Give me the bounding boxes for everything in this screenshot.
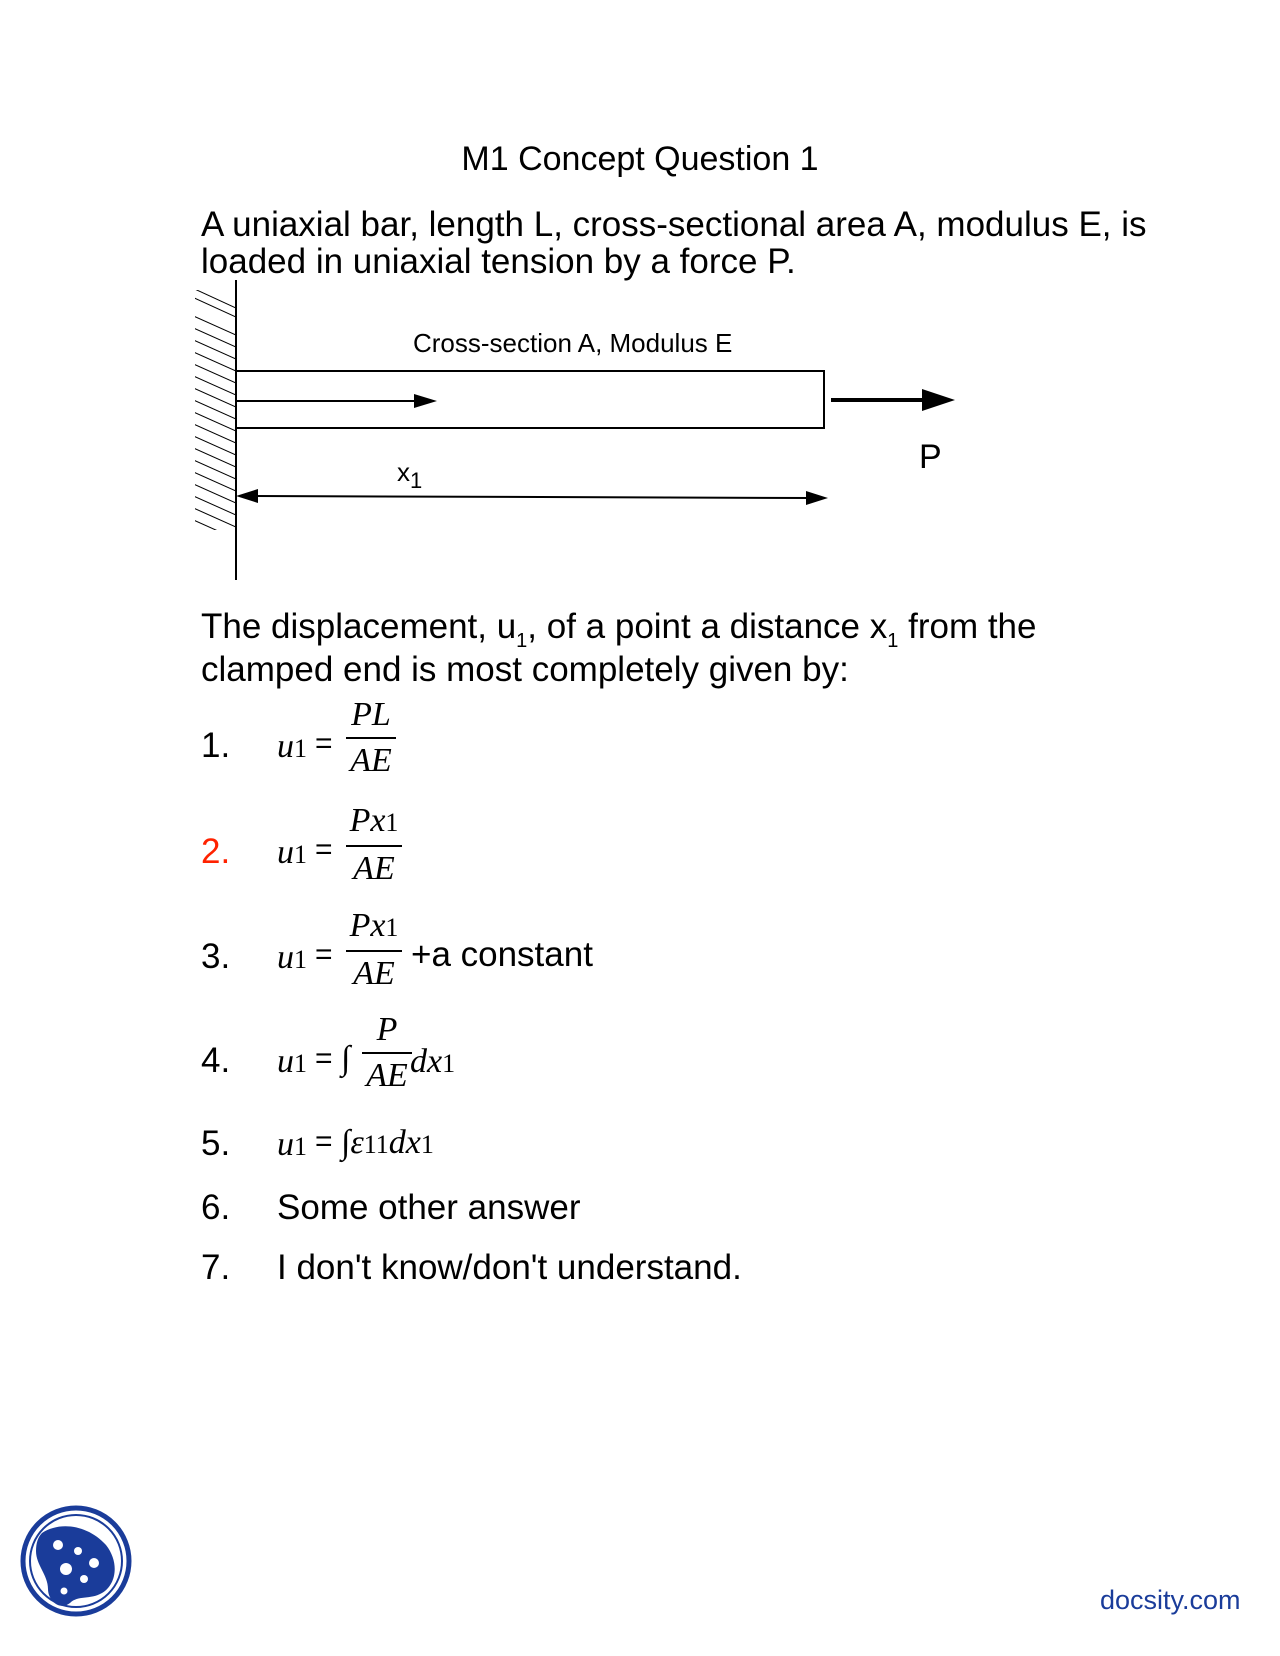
option-number: 7. [201, 1248, 231, 1287]
option-number: 3. [201, 937, 231, 976]
option-lhs: u1 [277, 834, 307, 871]
option-number-correct: 2. [201, 832, 231, 871]
option-text: Some other answer [277, 1188, 581, 1227]
docsity-brand-link[interactable]: docsity.com [1100, 1585, 1241, 1615]
option-number: 1. [201, 726, 231, 765]
option-lhs: u1 [277, 1043, 307, 1080]
option-text: I don't know/don't understand. [277, 1248, 742, 1287]
option-lhs: u1 [277, 1126, 307, 1163]
option-integrand: ∫ε11dx1 [341, 1124, 434, 1161]
option-differential: dx1 [410, 1043, 456, 1080]
option-suffix: +a constant [411, 935, 593, 974]
problem-statement: A uniaxial bar, length L, cross-sectional area A, modulus E, is loaded in uniaxial tension by a force P. [201, 205, 1147, 281]
option-fraction: P AE [362, 1013, 412, 1093]
option-fraction: Px1 AE [346, 909, 402, 991]
length-dimension-line [251, 496, 811, 498]
option-fraction: Px1 AE [346, 804, 402, 886]
x1-label: $x_1$ [397, 457, 423, 493]
bar-diagram [195, 280, 1025, 590]
question-text: The displacement, $u_1$, of a point a distance $x_1$ from the clamped end is most completely given by: [201, 607, 1037, 689]
force-label: P [919, 438, 942, 476]
option-number: 4. [201, 1041, 231, 1080]
force-arrowhead [922, 389, 955, 411]
length-left-arrowhead [236, 489, 258, 503]
option-number: 5. [201, 1124, 231, 1163]
bar [236, 371, 824, 428]
docsity-logo-icon[interactable] [20, 1505, 132, 1617]
option-fraction: PL AE [346, 698, 396, 778]
option-number: 6. [201, 1188, 231, 1227]
wall-hatch [195, 280, 236, 563]
option-lhs: u1 [277, 728, 307, 765]
length-right-arrowhead [806, 491, 828, 505]
diagram-label: Cross-section A, Modulus E [413, 328, 733, 358]
integral-sign: ∫ [341, 1040, 351, 1077]
option-lhs: u1 [277, 939, 307, 976]
x1-arrowhead [414, 394, 437, 408]
page-title: M1 Concept Question 1 [461, 140, 819, 178]
